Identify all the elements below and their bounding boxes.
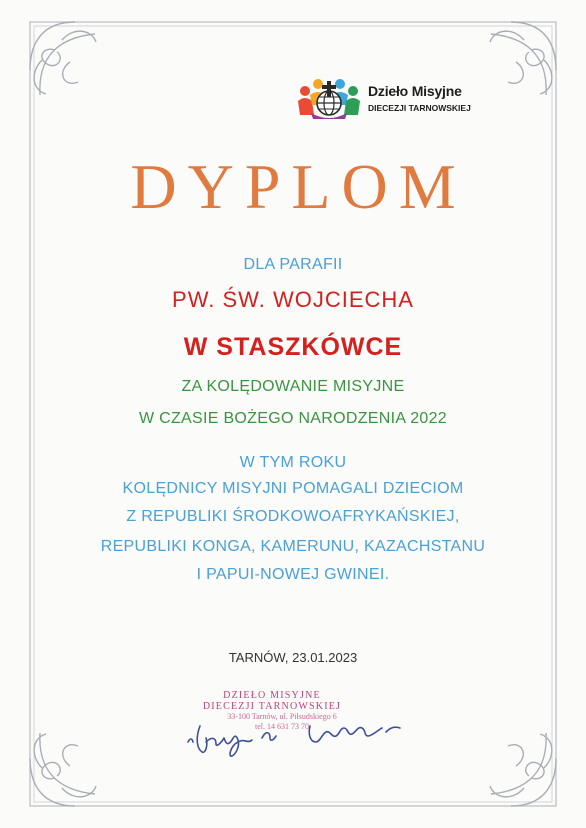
place-and-date: TARNÓW, 23.01.2023	[228, 650, 358, 665]
corner-ornament-bottom-left	[30, 733, 96, 806]
parish-patron-line: PW. ŚW. WOJCIECHA	[172, 287, 414, 312]
countries-line-1: Z REPUBLIKI ŚRODKOWOAFRYKAŃSKIEJ,	[126, 508, 460, 525]
corner-ornament-top-right	[490, 22, 556, 95]
reason-line: ZA KOLĘDOWANIE MISYJNE	[181, 378, 405, 395]
stamp-line-2: DIECEZJI TARNOWSKIEJ	[202, 701, 342, 712]
organization-logo	[295, 77, 495, 123]
corner-ornament-top-left	[30, 22, 96, 95]
logo-subtitle: DIECEZJI TARNOWSKIEJ	[368, 103, 471, 113]
stamp-line-1: DZIEŁO MISYJNE	[223, 690, 321, 701]
logo-title: Dzieło Misyjne	[368, 83, 462, 99]
stamp-line-3: 33-100 Tarnów, ul. Piłsudskiego 6	[227, 712, 337, 721]
handwritten-signature	[180, 712, 420, 762]
countries-line-3: I PAPUI-NOWEJ GWINEI.	[196, 566, 390, 583]
diploma-title: DYPLOM	[130, 151, 467, 222]
for-parish-line: DLA PARAFII	[243, 256, 343, 273]
corner-ornament-bottom-right	[490, 733, 556, 806]
helpers-line: KOLĘDNICY MISYJNI POMAGALI DZIECIOM	[122, 480, 464, 497]
countries-line-2: REPUBLIKI KONGA, KAMERUNU, KAZACHSTANU	[100, 538, 486, 555]
parish-place-line: W STASZKÓWCE	[183, 333, 403, 361]
stamp-line-4: tel. 14 631 73 70	[255, 722, 309, 731]
year-line: W TYM ROKU	[239, 454, 347, 471]
occasion-line: W CZASIE BOŻEGO NARODZENIA 2022	[138, 410, 448, 427]
mission-globe-cross-icon	[295, 77, 363, 121]
